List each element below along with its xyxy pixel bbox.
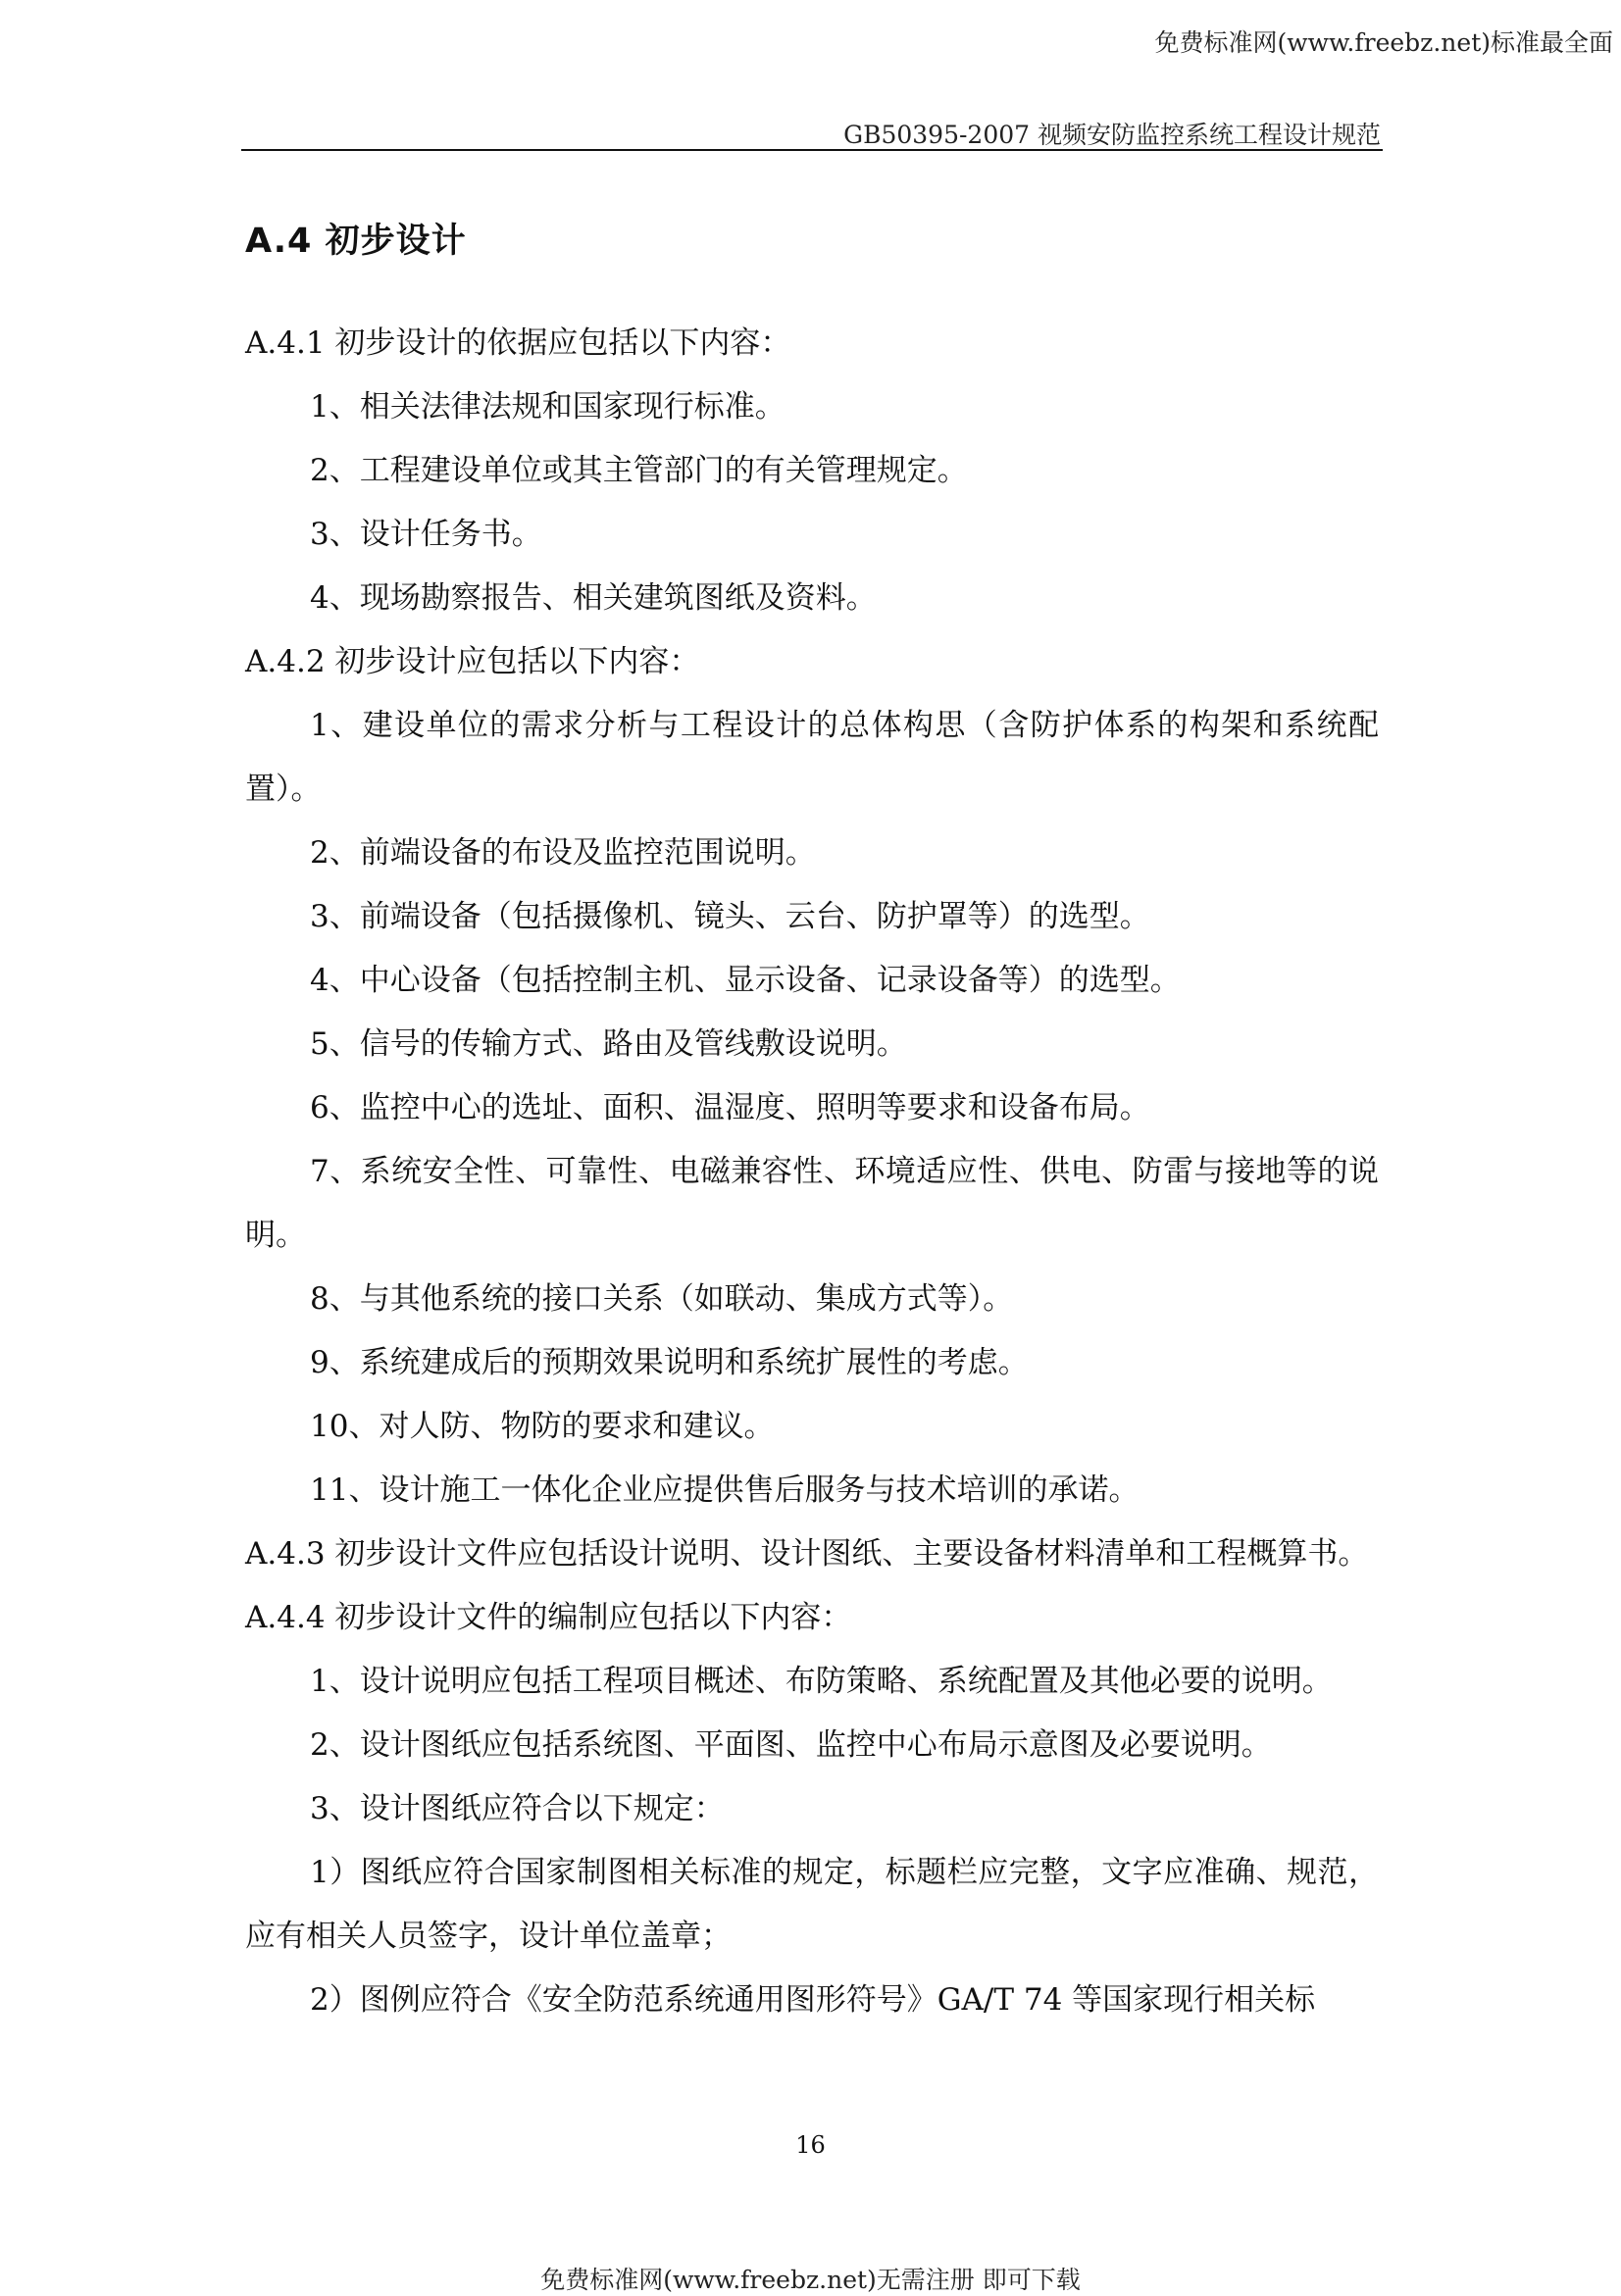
list-item: 1、建设单位的需求分析与工程设计的总体构思（含防护体系的构架和系统配置）。 [245,708,1379,807]
list-item: 3、前端设备（包括摄像机、镜头、云台、防护罩等）的选型。 [310,899,1150,934]
list-item: 1、设计说明应包括工程项目概述、布防策略、系统配置及其他必要的说明。 [310,1664,1333,1699]
list-item: 7、系统安全性、可靠性、电磁兼容性、环境适应性、供电、防雷与接地等的说明。 [245,1154,1379,1253]
page-number: 16 [795,2131,826,2159]
paragraph-list [245,312,1379,2032]
list-item: 3、设计图纸应符合以下规定： [310,1791,725,1826]
list-item: 4、中心设备（包括控制主机、显示设备、记录设备等）的选型。 [310,963,1181,998]
list-item: 2）图例应符合《安全防范系统通用图形符号》GA/T 74 等国家现行相关标 [310,1982,1316,2018]
list-item: 3、设计任务书。 [310,517,542,552]
section-title: A.4 初步设计 [245,222,467,261]
list-item: 5、信号的传输方式、路由及管线敷设说明。 [310,1026,907,1062]
list-item: 4、现场勘察报告、相关建筑图纸及资料。 [310,580,877,616]
list-item: 1）图纸应符合国家制图相关标准的规定，标题栏应完整，文字应准确、规范，应有相关人员签字，设计单位盖章； [245,1855,1379,1954]
clause-paragraph: A.4.3 初步设计文件应包括设计说明、设计图纸、主要设备材料清单和工程概算书。 [245,1536,1369,1572]
page-body [245,204,1379,2032]
list-item: 11、设计施工一体化企业应提供售后服务与技术培训的承诺。 [310,1472,1140,1508]
watermark-top: 免费标准网(www.freebz.net)标准最全面 [1154,28,1613,57]
clause-paragraph: A.4.2 初步设计应包括以下内容： [245,644,700,679]
list-item: 1、相关法律法规和国家现行标准。 [310,389,785,424]
list-item: 2、工程建设单位或其主管部门的有关管理规定。 [310,453,968,488]
header-rule [241,149,1383,151]
list-item: 6、监控中心的选址、面积、温湿度、照明等要求和设备布局。 [310,1090,1150,1125]
watermark-bottom: 免费标准网(www.freebz.net)无需注册 即可下载 [540,2266,1081,2294]
list-item: 10、对人防、物防的要求和建议。 [310,1409,775,1444]
running-header: GB50395-2007 视频安防监控系统工程设计规范 [843,121,1381,149]
clause-paragraph: A.4.1 初步设计的依据应包括以下内容： [245,325,791,361]
list-item: 9、系统建成后的预期效果说明和系统扩展性的考虑。 [310,1345,1029,1380]
clause-paragraph: A.4.4 初步设计文件的编制应包括以下内容： [245,1600,852,1635]
list-item: 8、与其他系统的接口关系（如联动、集成方式等）。 [310,1281,1014,1317]
list-item: 2、设计图纸应包括系统图、平面图、监控中心布局示意图及必要说明。 [310,1727,1272,1763]
list-item: 2、前端设备的布设及监控范围说明。 [310,835,816,871]
